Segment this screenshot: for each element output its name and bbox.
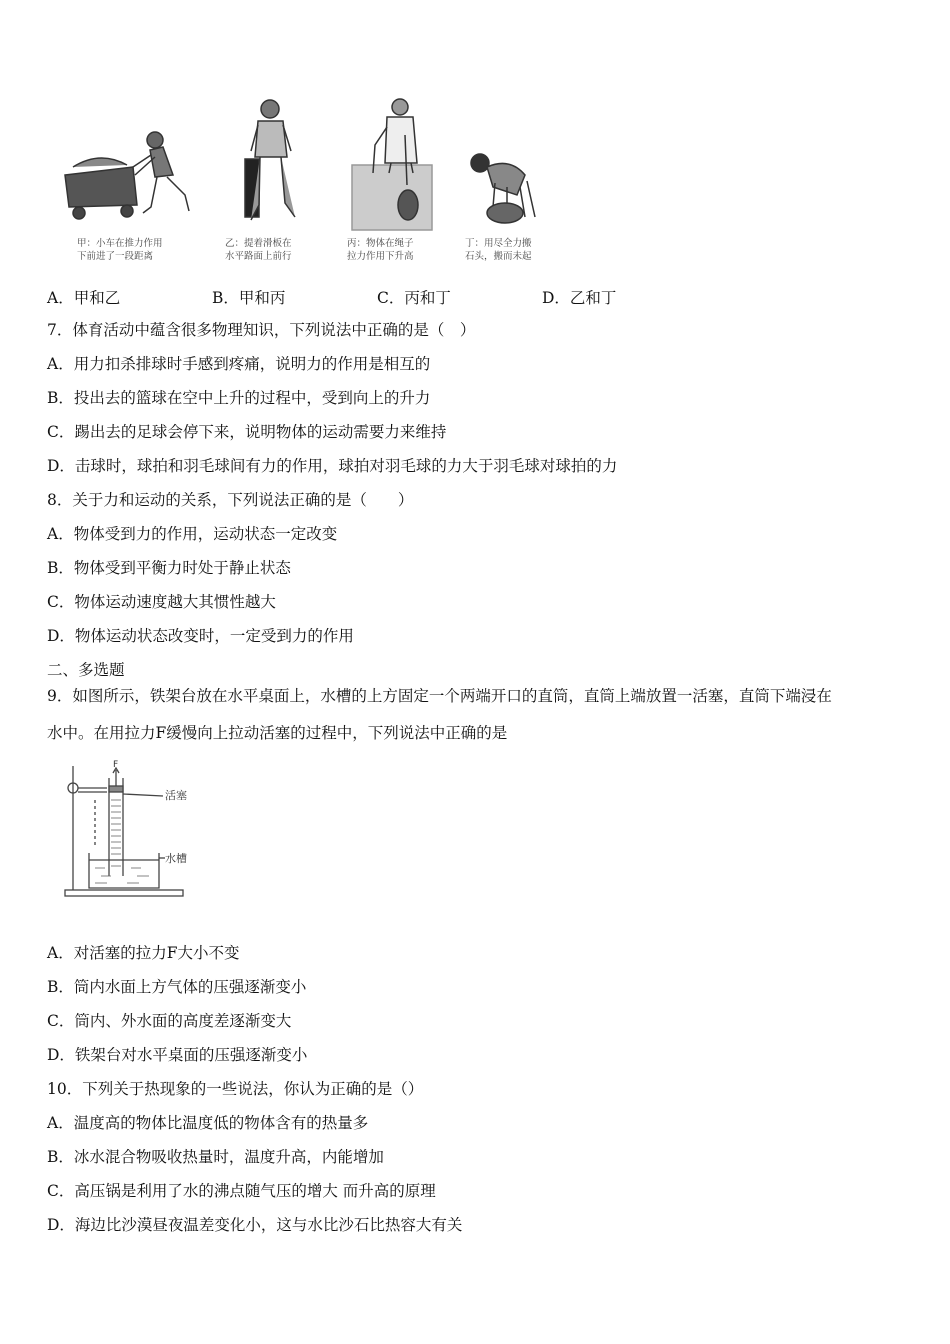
q9-option-d: D．铁架台对水平桌面的压强逐渐变小	[47, 1046, 308, 1064]
tank-label: 水槽	[165, 852, 187, 865]
caption-line: 丁：用尽全力搬	[465, 238, 532, 249]
apparatus-figure	[55, 758, 215, 908]
scene-rope-lift	[352, 99, 432, 230]
apparatus-drawing	[55, 758, 215, 908]
caption-yi	[225, 237, 292, 263]
q7-option-b: B．投出去的篮球在空中上升的过程中，受到向上的升力	[47, 389, 431, 407]
caption-line: 拉力作用下升高	[347, 251, 414, 262]
q6-option-d: D．乙和丁	[542, 289, 617, 307]
caption-line: 丙：物体在绳子	[347, 238, 414, 249]
q8-stem: 8．关于力和运动的关系，下列说法正确的是（ ）	[47, 491, 414, 509]
q9-option-c: C．筒内、外水面的高度差逐渐变大	[47, 1012, 292, 1030]
scene-carry-board	[245, 100, 295, 220]
q9-option-a: A．对活塞的拉力F大小不变	[47, 944, 240, 962]
q6-option-a: A．甲和乙	[47, 289, 121, 307]
caption-jia	[77, 237, 163, 263]
q8-option-c: C．物体运动速度越大其惯性越大	[47, 593, 276, 611]
q7-option-d: D．击球时，球拍和羽毛球间有力的作用，球拍对羽毛球的力大于羽毛球对球拍的力	[47, 457, 618, 475]
q9-stem-line2: 水中。在用拉力F缓慢向上拉动活塞的过程中，下列说法中正确的是	[47, 724, 508, 742]
caption-line: 甲：小车在推力作用	[77, 238, 163, 249]
caption-line: 石头，搬而未起	[465, 251, 532, 262]
section-heading: 二、多选题	[47, 661, 125, 679]
scene-stone-lift	[471, 154, 535, 223]
q10-option-d: D．海边比沙漠昼夜温差变化小，这与水比沙石比热容大有关	[47, 1216, 463, 1234]
q6-option-b: B．甲和丙	[212, 289, 286, 307]
q6-option-c: C．丙和丁	[377, 289, 451, 307]
scene-drawings	[55, 95, 555, 235]
piston-label: 活塞	[165, 789, 187, 802]
caption-ding	[465, 237, 532, 263]
q9-stem-line1: 9．如图所示，铁架台放在水平桌面上，水槽的上方固定一个两端开口的直筒，直筒上端放置一活塞，直筒下端浸在	[47, 687, 832, 705]
caption-line: 乙：提着滑板在	[225, 238, 292, 249]
q7-option-a: A．用力扣杀排球时手感到疼痛，说明力的作用是相互的	[47, 355, 431, 373]
caption-line: 水平路面上前行	[225, 251, 292, 262]
caption-line: 下前进了一段距离	[77, 251, 154, 262]
q10-option-c: C．高压锅是利用了水的沸点随气压的增大 而升高的原理	[47, 1182, 436, 1200]
q10-stem: 10．下列关于热现象的一些说法，你认为正确的是（）	[47, 1080, 424, 1098]
scene-figure	[55, 95, 555, 265]
caption-bing	[347, 237, 414, 263]
q8-option-b: B．物体受到平衡力时处于静止状态	[47, 559, 291, 577]
force-label: F	[113, 760, 119, 770]
q7-option-c: C．踢出去的足球会停下来，说明物体的运动需要力来维持	[47, 423, 447, 441]
scene-cart-push	[65, 132, 189, 219]
q7-stem: 7．体育活动中蕴含很多物理知识，下列说法中正确的是（ ）	[47, 321, 476, 339]
q8-option-a: A．物体受到力的作用，运动状态一定改变	[47, 525, 338, 543]
q10-option-a: A．温度高的物体比温度低的物体含有的热量多	[47, 1114, 369, 1132]
q9-option-b: B．筒内水面上方气体的压强逐渐变小	[47, 978, 307, 996]
q10-option-b: B．冰水混合物吸收热量时，温度升高，内能增加	[47, 1148, 384, 1166]
q8-option-d: D．物体运动状态改变时，一定受到力的作用	[47, 627, 354, 645]
